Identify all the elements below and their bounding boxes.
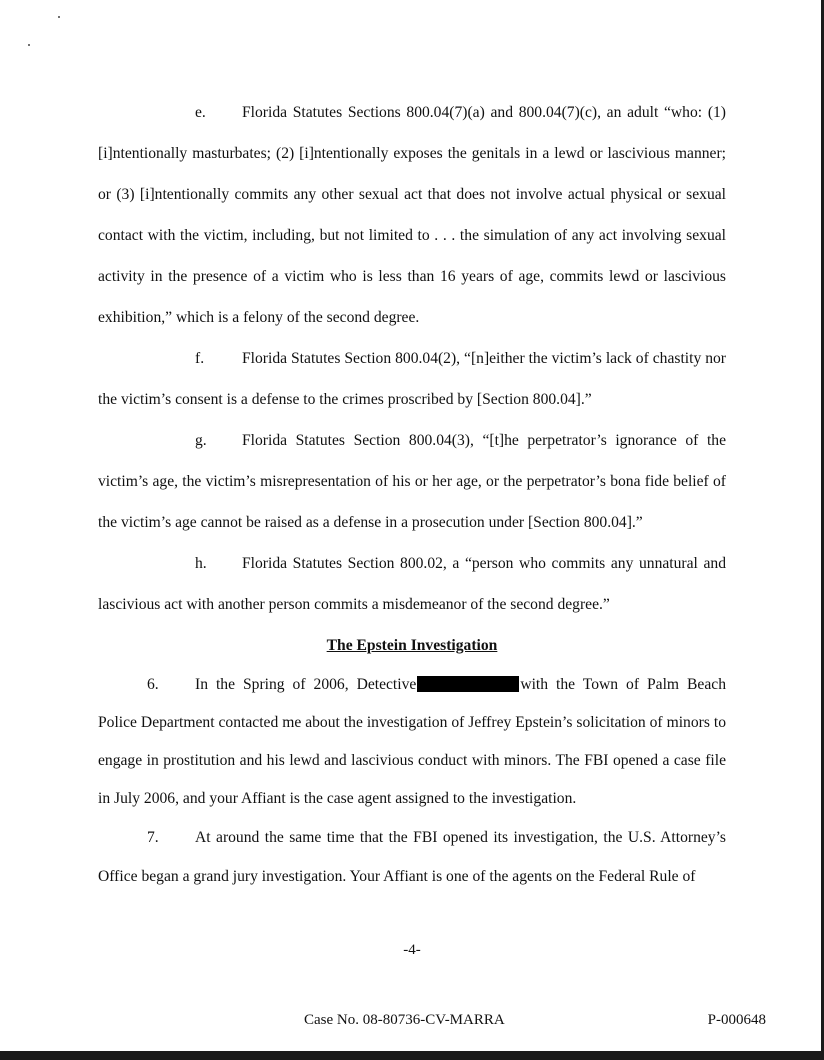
paragraph-7 — [98, 818, 726, 896]
paragraph-h — [98, 543, 726, 625]
case-number: Case No. 08-80736-CV-MARRA — [304, 1012, 505, 1028]
paragraph-label: e. — [195, 104, 206, 121]
document-body — [98, 92, 726, 896]
paragraph-f — [98, 338, 726, 420]
scan-speck — [28, 44, 30, 46]
paragraph-text: Florida Statutes Section 800.04(3), “[t]he perpetrator’s ignorance of the victim’s age, the victim’s misrepresentation of his or her age, or the perpetrator’s bona fide belief of the victim’s age cannot be raised as a defense in a prosecution under [Section 800.04].” — [98, 432, 726, 531]
paragraph-6 — [98, 666, 726, 818]
section-heading: The Epstein Investigation — [326, 637, 498, 654]
bates-number: P-000648 — [707, 1012, 766, 1028]
scan-speck — [58, 16, 60, 18]
paragraph-g — [98, 420, 726, 543]
paragraph-text: Florida Statutes Sections 800.04(7)(a) and 800.04(7)(c), an adult “who: (1) [i]ntentionally masturbates; (2) [i]ntentionally exposes the genitals in a lewd or lascivious manner; or (3) [i]ntentionally commits any other sexual act that does not involve actual physical or sexual contact with the victim, including, but not limited to . . . the simulation of any act involving sexual activity in the presence of a victim who is less than 16 years of age, commits lewd or lascivious exhibition,” which is a felony of the second degree. — [98, 104, 726, 326]
paragraph-number: 6. — [147, 676, 159, 693]
paragraph-label: h. — [195, 555, 207, 572]
paragraph-text: Florida Statutes Section 800.02, a “person who commits any unnatural and lascivious act with another person commits a misdemeanor of the second degree.” — [98, 555, 726, 613]
scan-edge-bottom — [0, 1051, 824, 1060]
paragraph-label: g. — [195, 432, 207, 449]
paragraph-text: Florida Statutes Section 800.04(2), “[n]either the victim’s lack of chastity nor the victim’s consent is a defense to the crimes proscribed by [Section 800.04].” — [98, 350, 726, 408]
paragraph-number: 7. — [147, 829, 159, 846]
paragraph-label: f. — [195, 350, 205, 367]
redaction-box — [417, 676, 519, 692]
paragraph-text: In the Spring of 2006, Detective — [195, 676, 417, 693]
page-number: -4- — [403, 942, 421, 958]
paragraph-e — [98, 92, 726, 338]
paragraph-text: At around the same time that the FBI opened its investigation, the U.S. Attorney’s Office began a grand jury investigation. Your Affiant is one of the agents on the Federal Rule of — [98, 829, 726, 885]
paragraph-text: with the Town of Palm Beach Police Department contacted me about the investigation of Jeffrey Epstein’s solicitation of minors to engage in prostitution and his lewd and lascivious conduct with minors. The FBI opened a case file in July 2006, and your Affiant is the case agent assigned to the investigation. — [98, 676, 726, 807]
